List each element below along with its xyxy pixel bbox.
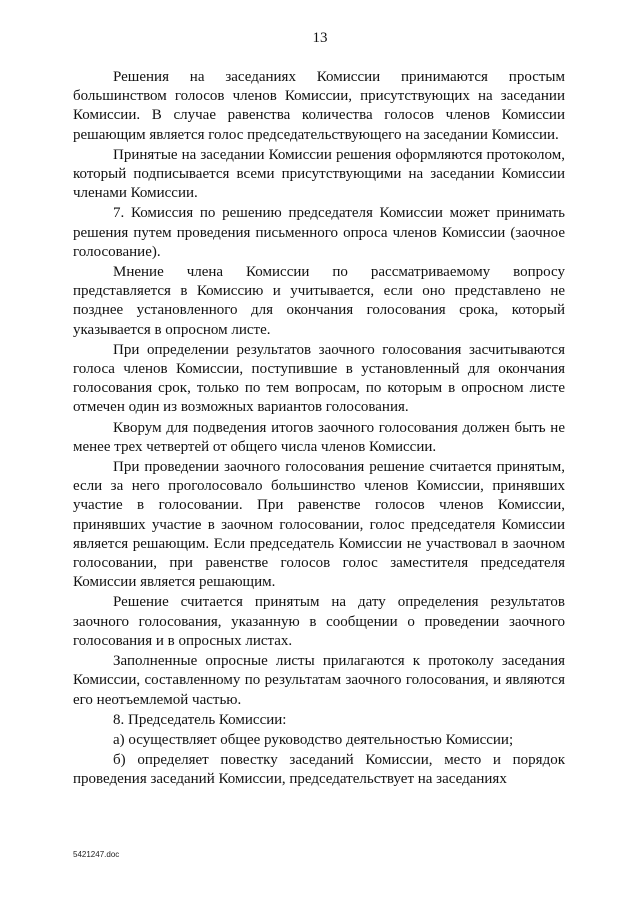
paragraph-decision-date: Решение считается принятым на дату определения результатов заочного голосования, указанную в сообщении о проведении заочного голосования и в опросных листах. [73, 594, 565, 649]
paragraph-item-8: 8. Председатель Комиссии: [113, 711, 287, 728]
footer-filename: 5421247.doc [73, 850, 120, 859]
paragraph-questionnaires: Заполненные опросные листы прилагаются к протоколу заседания Комиссии, составленному по результатам заочного голосования, и являются его неотъемлемой частью. [73, 653, 565, 708]
paragraph-item-7: 7. Комиссия по решению председателя Комиссии может принимать решения путем проведения письменного опроса членов Комиссии (заочное голосование). [73, 205, 565, 260]
paragraph-member-opinion: Мнение члена Комиссии по рассматриваемому вопросу представляется в Комиссию и учитывается, если оно представлено не позднее установленного для окончания голосования срока, который указывается в опросном листе. [73, 264, 565, 338]
paragraph-item-8a: а) осуществляет общее руководство деятельностью Комиссии; [113, 731, 514, 748]
document-body [73, 68, 565, 791]
paragraph-decisions-protocol: Принятые на заседании Комиссии решения оформляются протоколом, который подписывается всеми присутствующими на заседании Комиссии членами Комиссии. [73, 146, 565, 202]
paragraph-quorum: Кворум для подведения итогов заочного голосования должен быть не менее трех четвертей от общего числа членов Комиссии. [73, 419, 565, 455]
paragraph-decisions-majority: Решения на заседаниях Комиссии принимаются простым большинством голосов членов Комиссии, присутствующих на заседании Комиссии. В случае равенства количества голосов членов Комиссии решающим является голос председательствующего на заседании Комиссии. [73, 69, 565, 143]
page-number: 13 [312, 30, 328, 46]
paragraph-decision-adopted: При проведении заочного голосования решение считается принятым, если за него проголосовало большинство членов Комиссии, принявших участие в голосовании. При равенстве голосов членов Комиссии, принявших участие в заочном голосовании, голос председателя Комиссии является решающим. Если председатель Комиссии не участвовал в заочном голосовании, при равенстве голосов голос заместителя председателя Комиссии является решающим. [73, 459, 565, 591]
paragraph-item-8b: б) определяет повестку заседаний Комиссии, место и порядок проведения заседаний Комиссии, председательствует на заседаниях [73, 752, 565, 788]
paragraph-vote-counting: При определении результатов заочного голосования засчитываются голоса членов Комиссии, поступившие в установленный для окончания голосования срок, только по тем вопросам, по которым в опросном листе отмечен один из возможных вариантов голосования. [73, 341, 565, 416]
